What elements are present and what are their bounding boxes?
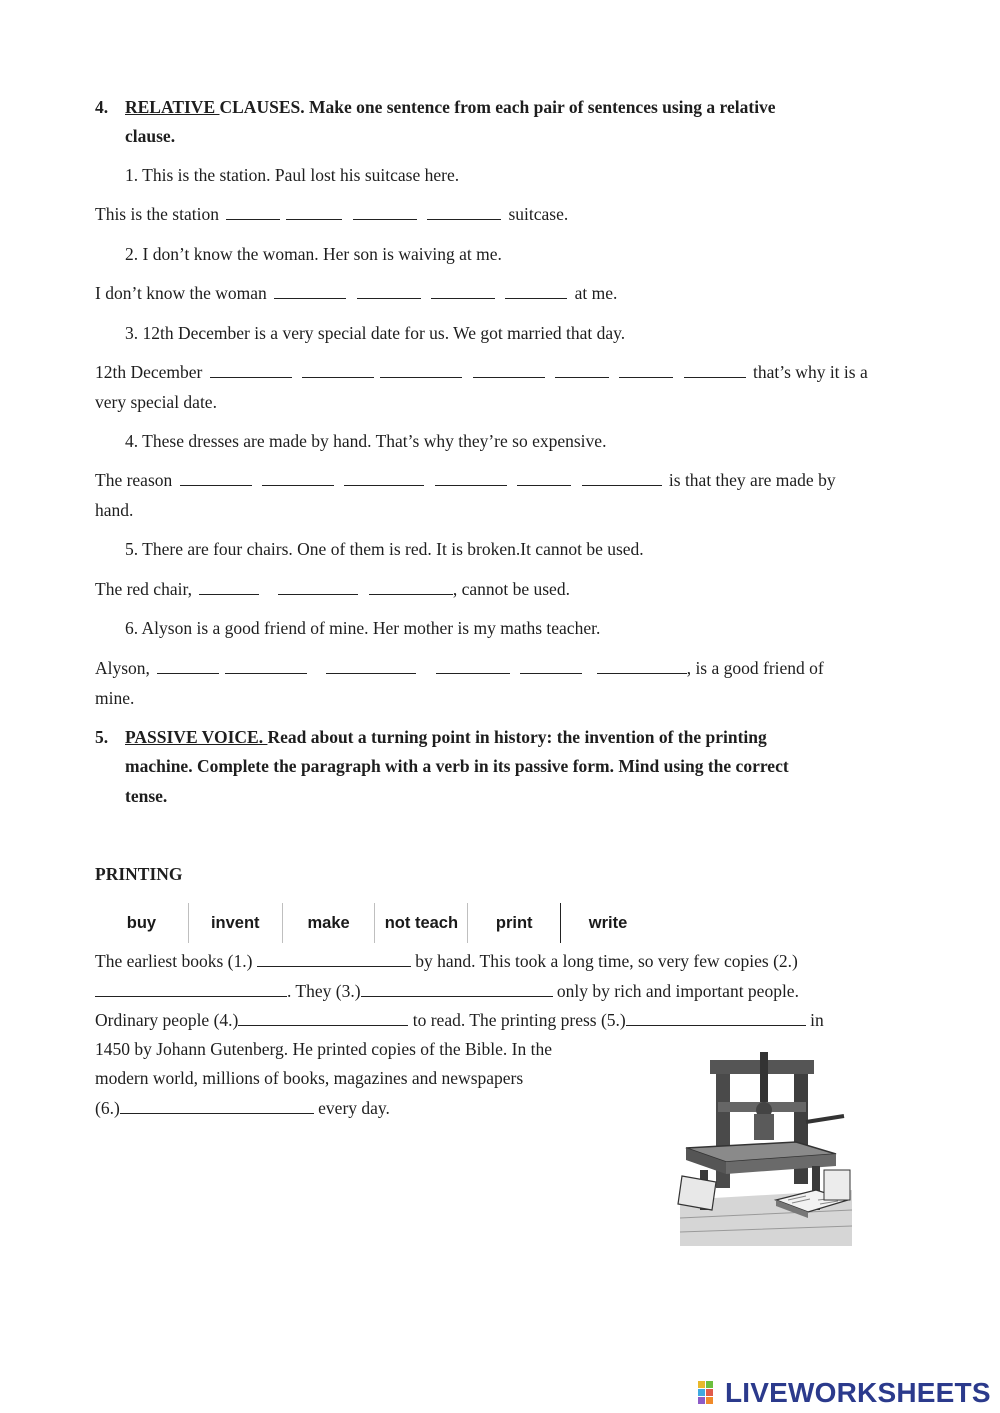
item-5-prompt: 5. There are four chairs. One of them is red. It is broken.It cannot be used. (125, 539, 644, 559)
item-4-continuation: hand. (95, 500, 134, 520)
item-2-blank-1[interactable] (274, 283, 346, 299)
item-5-blank-3[interactable] (369, 579, 453, 595)
section-5-title-line2: machine. Complete the paragraph with a verb in its passive form. Mind using the correct (125, 756, 789, 776)
paragraph-line-5: modern world, millions of books, magazines and newspapers (95, 1068, 524, 1088)
blank-2[interactable] (95, 981, 287, 997)
printing-press-illustration (676, 1050, 856, 1246)
paragraph-text: to read. The printing press (5.) (408, 1010, 626, 1030)
liveworksheets-logo-text: LIVEWORKSHEETS (725, 1377, 991, 1408)
item-3-blank-2[interactable] (302, 362, 374, 378)
section-5-title-line3: tense. (125, 786, 168, 806)
item-1-answer-line (95, 200, 568, 229)
item-6-answer-line (95, 654, 824, 683)
paragraph-text: The earliest books (1.) (95, 951, 257, 971)
paragraph-text: every day. (313, 1098, 390, 1118)
item-6-blank-5[interactable] (520, 658, 582, 674)
liveworksheets-logo (697, 1377, 991, 1409)
item-4-answer-line (95, 466, 836, 495)
item-3-blank-1[interactable] (210, 362, 292, 378)
item-4-end: is that they are made by (668, 470, 836, 490)
item-1-blank-2[interactable] (286, 204, 342, 220)
item-4-prompt: 4. These dresses are made by hand. That’s why they’re so expensive. (125, 431, 607, 451)
item-1-start: This is the station (95, 204, 219, 224)
item-2-blank-3[interactable] (431, 283, 495, 299)
item-6-continuation: mine. (95, 688, 135, 708)
item-6-start: Alyson, (95, 658, 150, 678)
item-1-prompt: 1. This is the station. Paul lost his suitcase here. (125, 165, 460, 185)
blank-3[interactable] (361, 981, 553, 997)
blank-5[interactable] (626, 1010, 806, 1026)
paragraph-text: (6.) (95, 1098, 120, 1118)
word-bank-item: not teach (375, 903, 468, 943)
item-1-blank-1[interactable] (226, 204, 280, 220)
paragraph-line-6 (95, 1094, 390, 1123)
paragraph-text: in (805, 1010, 824, 1030)
item-6-blank-2[interactable] (225, 658, 307, 674)
item-2-blank-2[interactable] (357, 283, 421, 299)
word-bank-item: buy (95, 903, 189, 943)
item-3-continuation: very special date. (95, 392, 217, 412)
section-4-title (125, 93, 776, 122)
word-bank-item: print (468, 903, 561, 943)
item-5-end: , cannot be used. (452, 579, 570, 599)
word-bank-item: invent (189, 903, 283, 943)
item-2-end: at me. (574, 283, 618, 303)
printing-heading: PRINTING (95, 864, 183, 884)
section-4-title-underlined: RELATIVE (125, 97, 220, 117)
paragraph-text: by hand. This took a long time, so very few copies (2.) (410, 951, 798, 971)
item-4-blank-2[interactable] (262, 470, 334, 486)
section-4-number: 4. (95, 97, 109, 117)
item-2-answer-line (95, 279, 617, 308)
blank-4[interactable] (238, 1010, 408, 1026)
item-3-blank-7[interactable] (684, 362, 746, 378)
item-6-prompt: 6. Alyson is a good friend of mine. Her mother is my maths teacher. (125, 618, 601, 638)
item-3-blank-5[interactable] (555, 362, 609, 378)
item-3-prompt: 3. 12th December is a very special date for us. We got married that day. (125, 323, 626, 343)
item-5-answer-line (95, 575, 570, 604)
paragraph-line-1 (95, 947, 798, 976)
item-4-blank-5[interactable] (517, 470, 571, 486)
item-4-blank-6[interactable] (582, 470, 662, 486)
item-1-end: suitcase. (508, 204, 569, 224)
item-5-start: The red chair, (95, 579, 192, 599)
paragraph-text: only by rich and important people. (552, 981, 799, 1001)
item-3-blank-6[interactable] (619, 362, 673, 378)
item-6-blank-6[interactable] (597, 658, 687, 674)
printing-press-drawing (676, 1050, 856, 1246)
item-6-end: , is a good friend of (686, 658, 824, 678)
item-2-blank-4[interactable] (505, 283, 567, 299)
item-4-blank-4[interactable] (435, 470, 507, 486)
paragraph-text: Ordinary people (4.) (95, 1010, 239, 1030)
paragraph-line-4: 1450 by Johann Gutenberg. He printed copies of the Bible. In the (95, 1039, 553, 1059)
paragraph-text: . They (3.) (287, 981, 361, 1001)
item-6-blank-4[interactable] (436, 658, 510, 674)
word-bank-item: make (283, 903, 376, 943)
item-3-blank-3[interactable] (380, 362, 462, 378)
section-5-title-underlined: PASSIVE VOICE. (125, 727, 268, 747)
item-6-blank-3[interactable] (326, 658, 416, 674)
item-4-blank-1[interactable] (180, 470, 252, 486)
item-4-blank-3[interactable] (344, 470, 424, 486)
section-5-number: 5. (95, 727, 109, 747)
item-1-blank-4[interactable] (427, 204, 501, 220)
item-3-start: 12th December (95, 362, 203, 382)
liveworksheets-logo-icon (697, 1380, 723, 1406)
paragraph-line-2 (95, 977, 799, 1006)
item-2-prompt: 2. I don’t know the woman. Her son is waiving at me. (125, 244, 502, 264)
item-2-start: I don’t know the woman (95, 283, 267, 303)
paragraph-line-3 (95, 1006, 824, 1035)
item-1-blank-3[interactable] (353, 204, 417, 220)
section-4-title-rest: CLAUSES. Make one sentence from each pair of sentences using a relative (219, 97, 776, 117)
section-5-title-rest: Read about a turning point in history: the invention of the printing (267, 727, 767, 747)
item-3-blank-4[interactable] (473, 362, 545, 378)
word-bank-item: write (588, 913, 628, 932)
section-5-title (125, 723, 767, 752)
item-3-answer-line (95, 358, 868, 387)
item-3-end: that’s why it is a (753, 362, 868, 382)
blank-6[interactable] (120, 1098, 314, 1114)
item-4-start: The reason (95, 470, 173, 490)
word-bank (95, 903, 655, 943)
item-5-blank-2[interactable] (278, 579, 358, 595)
blank-1[interactable] (257, 951, 411, 967)
item-5-blank-1[interactable] (199, 579, 259, 595)
section-4-title-line2: clause. (125, 126, 176, 146)
item-6-blank-1[interactable] (157, 658, 219, 674)
